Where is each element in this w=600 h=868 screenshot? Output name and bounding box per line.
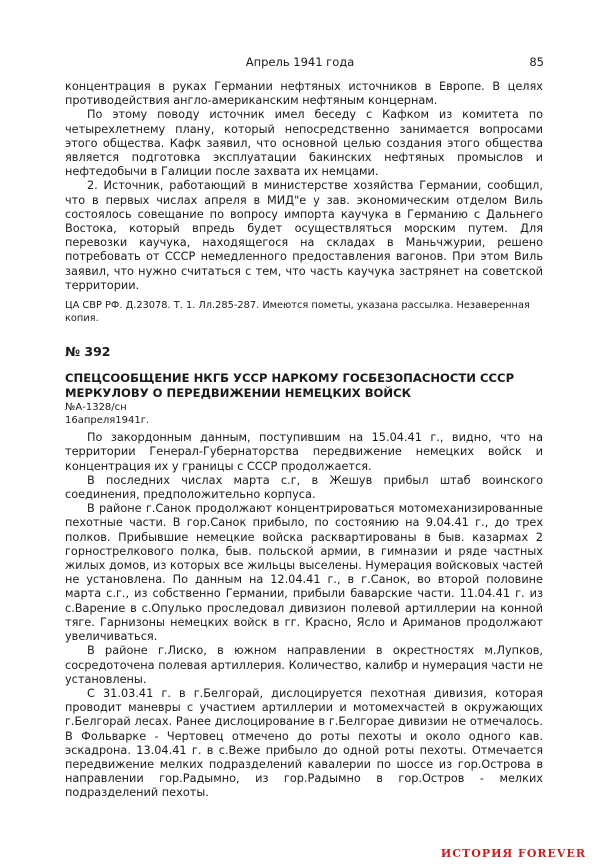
paragraph: В районе г.Санок продолжают концентрироваться мотомеханизированные пехотные части. В гор.Санок прибыло, по состоянию на 9.04.41 г., до трех полков. Прибывшие немецкие войска расквартированы в быв. казармах 2 горнострелкового полка, быв. польской армии, в гимназии и ряде частных жилых домов, из которых все жильцы выселены. Нумерация войсковых частей не установлена. По данным на 12.04.41 г., в г.Санок, во второй половине марта с.г., из собственно Германии, прибыли баварские части. 11.04.41 г. из с.Варение в с.Опулько проследовал дивизион полевой артиллерии на конной тяге. Гарнизоны немецких войск в гг. Красно, Ясло и Ариманов продолжают увеличиваться. xyxy=(65,502,543,644)
page-header xyxy=(0,55,600,71)
document-number: № 392 xyxy=(65,344,111,360)
archive-source-note: ЦА СВР РФ. Д.23078. Т. 1. Лл.285-287. Имеются пометы, указана рассылка. Незаверенная копия. xyxy=(65,300,530,325)
reference-number: №А-1328/сн xyxy=(65,402,127,414)
document-heading: СПЕЦСООБЩЕНИЕ НКГБ УССР НАРКОМУ ГОСБЕЗОПАСНОСТИ СССР МЕРКУЛОВУ О ПЕРЕДВИЖЕНИИ НЕМЕЦКИХ ВОЙСК xyxy=(65,371,515,401)
document-date: 16апреля1941г. xyxy=(65,415,150,427)
paragraph: По этому поводу источник имел беседу с Кафком из комитета по четырехлетнему плану, который непосредственно занимается вопросами этого общества. Кафк заявил, что основной целью создания этого общества является подготовка эксплуатации бакинских нефтяных промыслов и нефтедобычи в Галиции после захвата их немцами. xyxy=(65,108,543,179)
paragraph: 2. Источник, работающий в министерстве хозяйства Германии, сообщил, что в первых числах апреля в МИД"е у зав. экономическим отделом Виль состоялось совещание по вопросу импорта каучука в Германию с Дальнего Востока, который впредь будет осуществляться морским путем. Для перевозки каучука, находящегося на складах в Маньчжурии, решено потребовать от СССР немедленного предоставления вагонов. При этом Виль заявил, что нужно считаться с тем, что часть каучука застрянет на советской территории. xyxy=(65,179,543,292)
running-title: Апрель 1941 года xyxy=(245,55,355,69)
paragraph: В районе г.Лиско, в южном направлении в окрестностях м.Лупков, сосредоточена полевая артиллерия. Количество, калибр и нумерация части не установлены. xyxy=(65,644,543,686)
paragraph: По закордонным данным, поступившим на 15.04.41 г., видно, что на территории Генерал-Губернаторства передвижение немецких войск и концентрация их у границы с СССР продолжается. xyxy=(65,431,543,473)
page-body xyxy=(65,80,543,801)
page-number: 85 xyxy=(529,55,544,69)
watermark-logo: ИСТОРИЯ FOREVER xyxy=(440,847,586,860)
paragraph: С 31.03.41 г. в г.Белгорай, дислоцируется пехотная дивизия, которая проводит маневры с участием артиллерии и мотомехчастей в окружающих г.Белгорай лесах. Ранее дислоцирование в г.Белгорае дивизии не отмечалось. В Фольварке - Чертовец отмечено до роты пехоты и около одного кав. эскадрона. 13.04.41 г. в с.Веже прибыло до одной роты пехоты. Отмечается передвижение мелких подразделений кавалерии по шоссе из гор.Острова в направлении гор.Радымно, из гор.Радымно в гор.Остров - мелких подразделений пехоты. xyxy=(65,686,543,800)
paragraph: В последних числах марта с.г, в Жешув прибыл штаб воинского соединения, предположительно корпуса. xyxy=(65,473,543,502)
paragraph: концентрация в руках Германии нефтяных источников в Европе. В целях противодействия англо-американским нефтяным концернам. xyxy=(65,80,543,108)
